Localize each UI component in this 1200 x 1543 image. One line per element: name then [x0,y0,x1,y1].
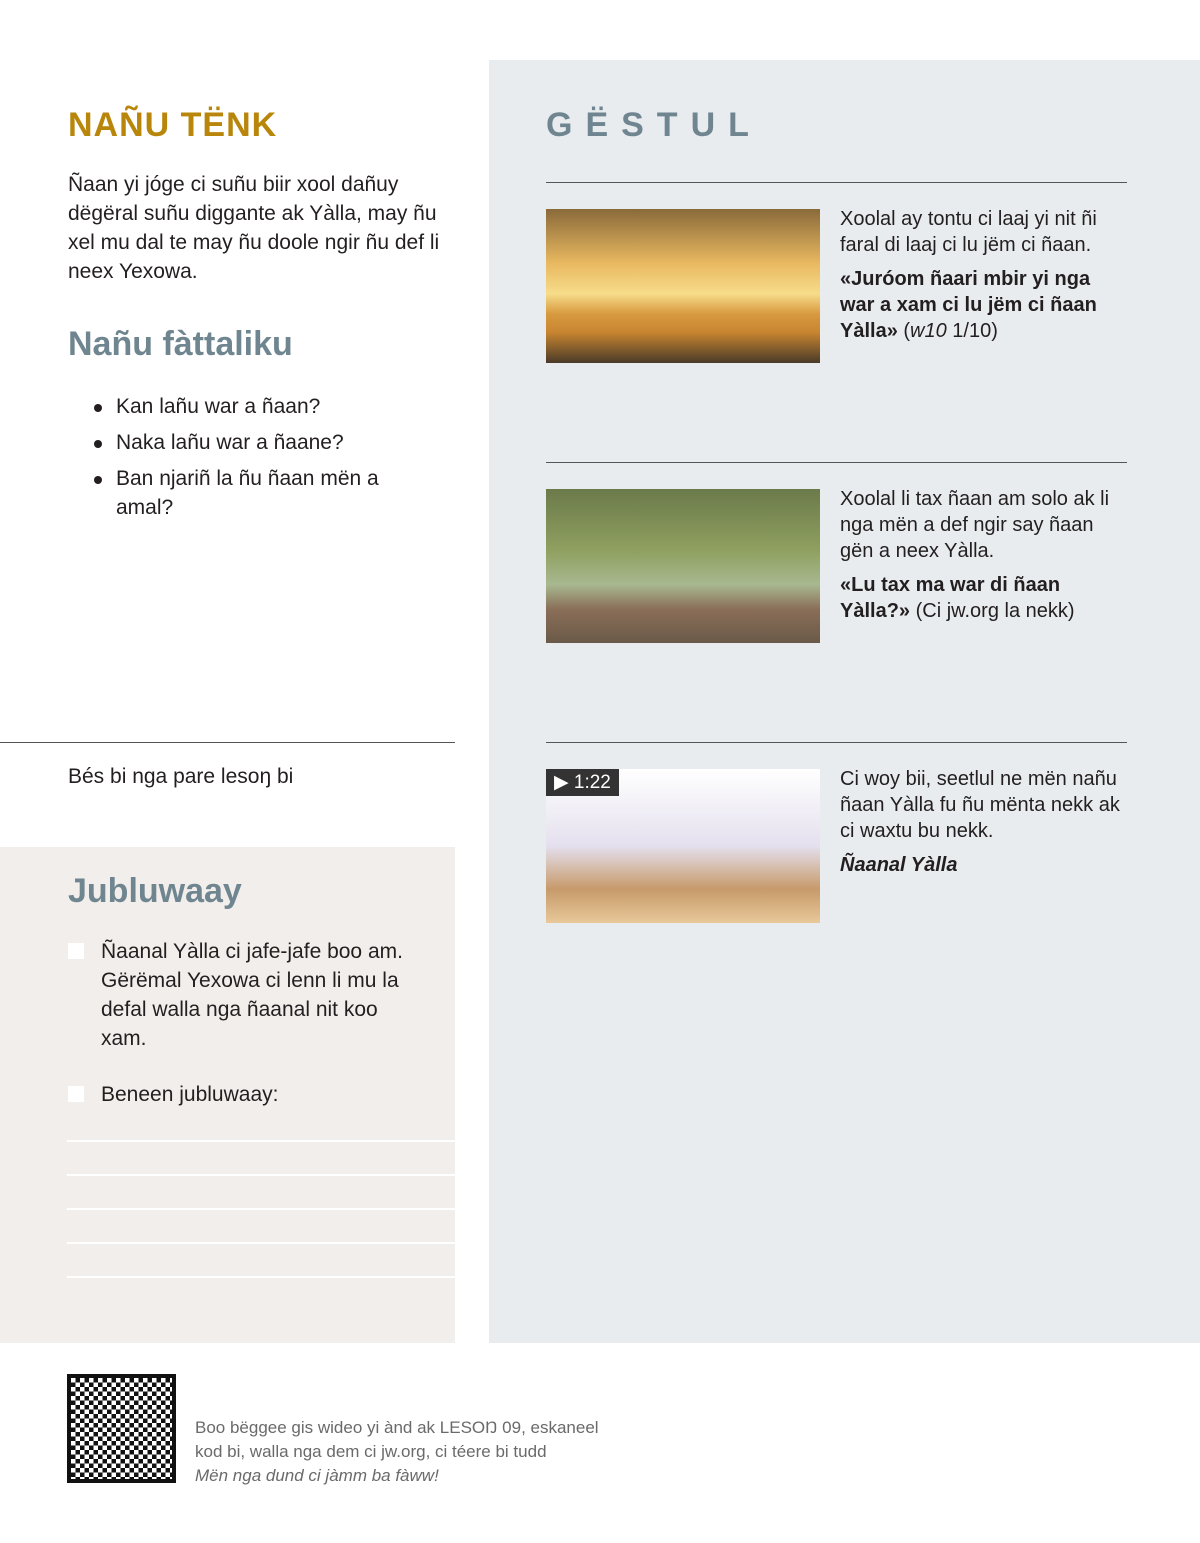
goal-heading: Jubluwaay [68,872,242,910]
summary-text: Ñaan yi jóge ci suñu biir xool dañuy dëgëral suñu diggante ak Yàlla, may ñu xel mu dal te may ñu doole ngir ñu def li neex Yexowa. [68,173,440,283]
sunset-image [546,209,820,363]
write-line [67,1276,455,1278]
goal-item[interactable]: Beneen jubluwaay: [68,1080,413,1109]
research-item-1: Xoolal ay tontu ci laaj yi nit ñi faral di laaj ci lu jëm ci ñaan. «Juróom ñaari mbir yi nga war a xam ci lu jëm ci ñaan Yàlla» (w10 1/10) [840,206,1130,344]
write-line [67,1140,455,1142]
video-thumbnail[interactable] [546,769,820,923]
goal-item[interactable]: Ñaanal Yàlla ci jafe-jafe boo am. Gërëmal Yexowa ci lenn li mu la defal walla nga ñaanal nit koo xam. [68,937,413,1053]
item-description: Ci woy bii, seetlul ne mën nañu ñaan Yàlla fu ñu mënta nekk ak ci waxtu bu nekk. [840,768,1120,842]
write-line [67,1242,455,1244]
play-icon: ▶ [554,772,574,793]
research-item-2: Xoolal li tax ñaan am solo ak li nga mën a def ngir say ñaan gën a neex Yàlla. «Lu tax ma war di ñaan Yàlla?» (Ci jw.org la nekk) [840,486,1130,624]
divider [0,742,455,743]
review-heading: Nañu fàttaliku [68,325,293,363]
video-link[interactable]: Ñaanal Yàlla [840,854,958,876]
review-item: Naka lañu war a ñaane? [92,428,422,457]
woman-praying-image [546,489,820,643]
divider [546,742,1127,743]
research-heading: GËSTUL [546,106,762,144]
divider [546,182,1127,183]
write-line [67,1174,455,1176]
research-item-3 [840,766,1130,878]
checkbox[interactable] [68,1086,84,1102]
qr-code[interactable] [67,1374,176,1483]
write-line [67,1208,455,1210]
summary-heading: NAÑU TËNK [68,106,278,144]
article-link[interactable]: «Lu tax ma war di ñaan Yàlla?» [840,574,1061,622]
item-description: Xoolal li tax ñaan am solo ak li nga mën a def ngir say ñaan gën a neex Yàlla. [840,488,1110,562]
divider [546,462,1127,463]
review-item: Kan lañu war a ñaan? [92,392,422,421]
item-description: Xoolal ay tontu ci laaj yi nit ñi faral di laaj ci lu jëm ci ñaan. [840,208,1097,256]
review-item: Ban njariñ la ñu ñaan mën a amal? [92,464,422,522]
video-duration-badge: ▶ 1:22 [546,769,619,796]
article-link[interactable]: «Juróom ñaari mbir yi nga war a xam ci lu jëm ci ñaan Yàlla» [840,268,1097,342]
checkbox[interactable] [68,943,84,959]
completion-date-label: Bés bi nga pare lesoŋ bi [68,765,294,788]
review-list [92,392,422,529]
footer-text: Boo bëggee gis wideo yi ànd ak LESOŊ 09, eskaneel kod bi, walla nga dem ci jw.org, ci téere bi tudd Mën nga dund ci jàmm ba fàww! [195,1418,599,1485]
